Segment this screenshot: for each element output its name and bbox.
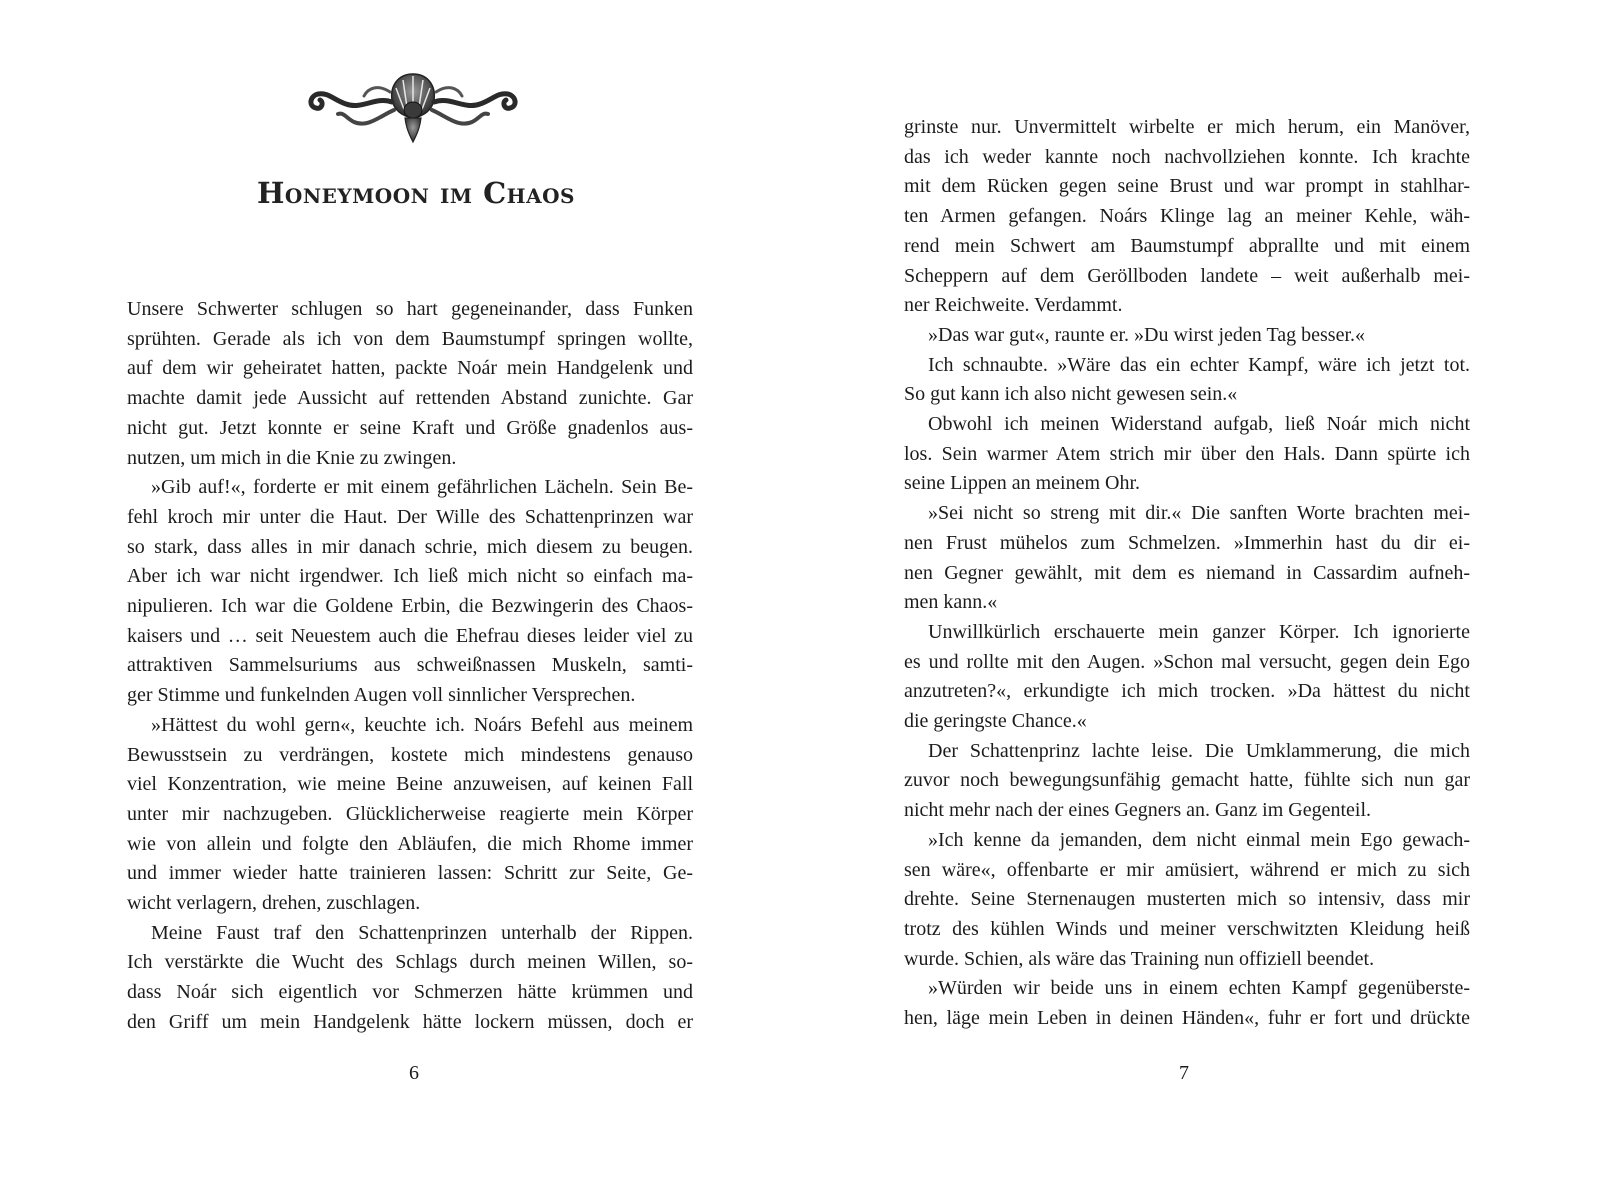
text-line: »Würden wir beide uns in einem echten Kampf gegenüberste- [928,977,1470,1000]
text-line: ten Armen gefangen. Noárs Klinge lag an meiner Kehle, wäh- [904,205,1470,228]
text-line: ner Reichweite. Verdammt. [904,294,1123,317]
text-line: sprühten. Gerade als ich von dem Baumstumpf springen wollte, [127,327,693,350]
text-line: »Ich kenne da jemanden, dem nicht einmal mein Ego gewach- [928,828,1470,851]
text-line: das ich weder kannte noch nachvollziehen konnte. Ich krachte [904,145,1470,168]
text-line: kaisers und … seit Neuestem auch die Ehefrau dieses leider viel zu [127,624,693,647]
text-line: wicht verlagern, drehen, zuschlagen. [127,892,421,915]
text-line: Bewusstsein zu verdrängen, kostete mich mindestens genauso [127,743,693,766]
text-line: Obwohl ich meinen Widerstand aufgab, ließ Noár mich nicht [928,413,1470,436]
text-line: den Griff um mein Handgelenk hätte lockern müssen, doch er [127,1010,693,1033]
page-number: 7 [1179,1062,1189,1084]
text-line: ger Stimme und funkelnden Augen voll sinnlicher Versprechen. [127,684,636,707]
right-page-text [904,113,1470,1034]
text-line: rend mein Schwert am Baumstumpf abprallte und mit einem [904,234,1470,257]
text-line: fehl kroch mir unter die Haut. Der Wille des Schattenprinzen war [127,505,693,528]
text-line: nen Gegner gewählt, mit dem es niemand in Cassardim aufneh- [904,561,1470,584]
text-line: so stark, dass alles in mir danach schrie, mich diesem zu beugen. [127,535,693,558]
text-line: attraktiven Sammelsuriums aus schweißnassen Muskeln, samti- [127,654,693,677]
text-line: seine Lippen an meinem Ohr. [904,472,1141,495]
text-line: wie von allein und folgte den Abläufen, die mich Rhome immer [127,832,693,855]
text-line: Der Schattenprinz lachte leise. Die Umklammerung, die mich [928,739,1470,762]
text-line: unter mir nachzugeben. Glücklicherweise reagierte mein Körper [127,802,693,825]
text-line: sen wäre«, offenbarte er mir amüsiert, während er mich zu sich [904,858,1470,881]
text-line: Scheppern auf dem Geröllboden landete – weit außerhalb mei- [904,264,1470,287]
text-line: die geringste Chance.« [904,710,1087,733]
text-line: mit dem Rücken gegen seine Brust und war prompt in stahlhar- [904,175,1470,198]
text-line: wurde. Schien, als wäre das Training nun offiziell beendet. [904,947,1375,970]
right-page [800,0,1600,1186]
text-line: dass Noár sich eigentlich vor Schmerzen hätte krümmen und [127,981,693,1004]
text-line: Ich verstärkte die Wucht des Schlags durch meinen Willen, so- [127,951,693,974]
text-line: hen, läge mein Leben in deinen Händen«, fuhr er fort und drückte [904,1007,1470,1030]
ornament-flourish-icon [306,66,520,146]
page-number: 6 [409,1062,419,1084]
text-line: So gut kann ich also nicht gewesen sein.« [904,383,1238,406]
text-line: Meine Faust traf den Schattenprinzen unterhalb der Rippen. [151,921,693,944]
text-line: nipulieren. Ich war die Goldene Erbin, die Bezwingerin des Chaos- [127,595,693,618]
text-line: Unsere Schwerter schlugen so hart gegeneinander, dass Funken [127,298,693,320]
text-line: Unwillkürlich erschauerte mein ganzer Körper. Ich ignorierte [928,620,1470,643]
text-line: anzutreten?«, erkundigte ich mich trocken. »Da hättest du nicht [904,680,1470,703]
text-line: und immer wieder hatte trainieren lassen: Schritt zur Seite, Ge- [127,862,693,885]
text-line: es und rollte mit den Augen. »Schon mal versucht, gegen dein Ego [904,650,1470,673]
text-line: »Hättest du wohl gern«, keuchte ich. Noárs Befehl aus meinem [151,713,693,736]
text-line: »Sei nicht so streng mit dir.« Die sanften Worte brachten mei- [928,502,1470,525]
text-line: nicht mehr nach der eines Gegners an. Ganz im Gegenteil. [904,799,1372,822]
text-line: »Gib auf!«, forderte er mit einem gefährlichen Lächeln. Sein Be- [151,476,693,499]
chapter-title: Honeymoon im Chaos [257,176,575,210]
text-line: drehte. Seine Sternenaugen musterten mich so intensiv, dass mir [904,888,1470,911]
text-line: grinste nur. Unvermittelt wirbelte er mich herum, ein Manöver, [904,116,1470,138]
text-line: men kann.« [904,591,998,614]
left-page-text [127,295,693,1038]
text-line: los. Sein warmer Atem strich mir über den Hals. Dann spürte ich [904,442,1470,465]
text-line: machte damit jede Aussicht auf rettenden Abstand zunichte. Gar [127,387,693,410]
text-line: Aber ich war nicht irgendwer. Ich ließ mich nicht so einfach ma- [127,565,693,588]
text-line: nen Frust mühelos zum Schmelzen. »Immerhin hast du dir ei- [904,531,1470,554]
text-line: auf dem wir geheiratet hatten, packte Noár mein Handgelenk und [127,357,693,380]
text-line: nutzen, um mich in die Knie zu zwingen. [127,446,457,469]
text-line: zuvor noch bewegungsunfähig gemacht hatte, fühlte sich nun gar [904,769,1470,792]
text-line: trotz des kühlen Winds und meiner verschwitzten Kleidung heiß [904,917,1470,940]
text-line: viel Konzentration, wie meine Beine anzuweisen, auf keinen Fall [127,773,693,796]
text-line: nicht gut. Jetzt konnte er seine Kraft und Größe gnadenlos aus- [127,416,693,439]
text-line: Ich schnaubte. »Wäre das ein echter Kampf, wäre ich jetzt tot. [928,353,1470,376]
text-line: »Das war gut«, raunte er. »Du wirst jeden Tag besser.« [928,323,1366,346]
